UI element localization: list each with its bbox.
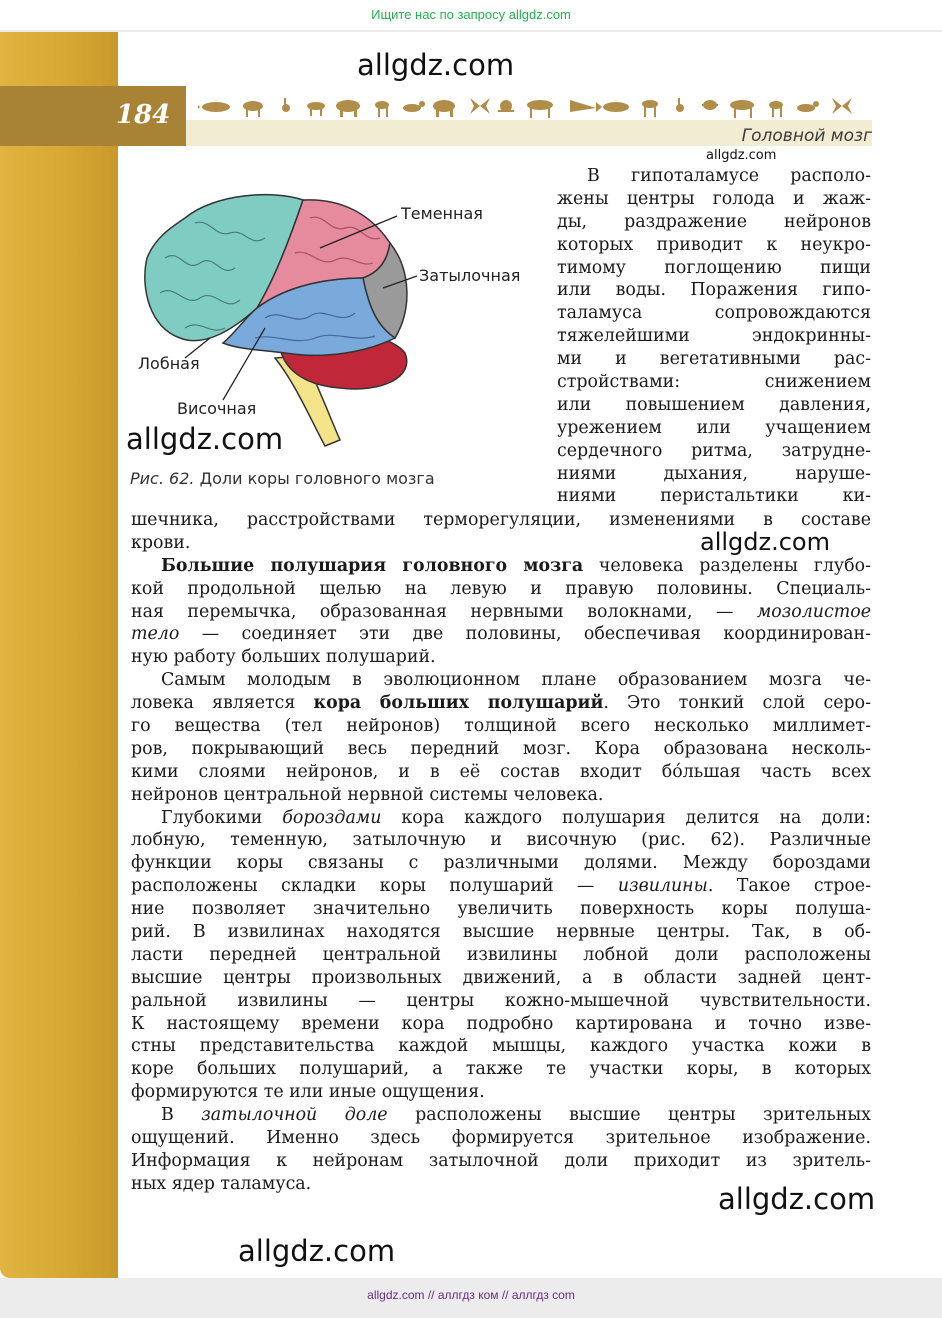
text-line: нейронов центральной нервной системы человека. — [131, 784, 604, 805]
text-line: ние позволяет значительно увеличить поверхность коры полуша- — [131, 899, 871, 920]
paragraph-2-line-3 — [131, 601, 871, 624]
column-text-line: тяжелейшими эндокринны- — [557, 326, 871, 347]
text-span: . Такое строе- — [707, 876, 871, 897]
bold-term: кора больших полушарий — [313, 693, 604, 714]
column-text-line: ды, раздражение нейронов — [557, 211, 871, 232]
figure-caption — [130, 469, 435, 488]
paragraph-2-line-1 — [131, 555, 871, 578]
body-text — [131, 509, 871, 1196]
column-text-line: ми и вегетативными рас- — [557, 349, 871, 370]
text-span: ловека является — [131, 693, 314, 714]
text-line: ров, покрывающий весь передний мозг. Кора образована несколь- — [131, 738, 871, 759]
text-line: Информация к нейронам затылочной доли приходит из зритель- — [131, 1150, 871, 1171]
text-line: шечника, расстройствами терморегуляции, изменениями в составе — [131, 510, 871, 530]
text-span: Глубокими — [161, 807, 283, 828]
text-line: кими слоями нейронов, и в её состав входит бóльшая часть всех — [131, 761, 871, 782]
text-span: — соединяет эти две половины, обеспечивая координирован- — [179, 624, 871, 645]
paragraph-4-line-1 — [131, 807, 871, 830]
text-line: коре больших полушарий, а также те участки коры, в которых — [131, 1059, 871, 1080]
paragraph-3-line-2 — [131, 692, 871, 715]
text-line: функции коры связаны с различными долями. Между бороздами — [131, 853, 871, 874]
label-occipital: Затылочная — [419, 266, 521, 285]
italic-term: мозолистое — [756, 601, 871, 622]
text-span: расположены высшие центры зрительных — [387, 1105, 871, 1126]
column-text-line: ниями перистальтики ки- — [557, 486, 871, 507]
watermark-bottom-left: allgdz.com — [238, 1234, 396, 1268]
caption-text: Доли коры головного мозга — [199, 469, 435, 488]
watermark-top: allgdz.com — [357, 48, 515, 82]
column-text-line: сердечного ритма, затрудне- — [557, 440, 871, 461]
text-line: ощущений. Именно здесь формируется зрительное изображение. — [131, 1128, 871, 1149]
text-line: ласти передней центральной извилины лобной доли расположены — [131, 944, 871, 965]
text-line: кой продольной щелью на левую и правую половины. Специаль- — [131, 578, 871, 599]
column-text-line: тимому поглощению пищи — [557, 257, 871, 278]
column-text-line: или воды. Поражения гипо- — [557, 280, 871, 301]
animal-silhouettes-decoration — [198, 90, 868, 120]
column-text-line: В гипоталамусе располо- — [587, 166, 871, 186]
column-text-line: жены центры голода и жаж- — [557, 188, 871, 209]
column-text-line: таламуса сопровождаются — [557, 303, 871, 324]
text-span: . Это тонкий слой серо- — [603, 693, 871, 714]
paragraph-5-line-1 — [131, 1104, 871, 1127]
text-line: рий. В извилинах находятся высшие нервные центры. Так, в об- — [131, 922, 871, 943]
watermark-figure: allgdz.com — [126, 422, 284, 456]
column-text-line: или повышением давления, — [557, 394, 871, 415]
italic-term: бороздами — [282, 807, 382, 828]
text-line: формируются те или иные ощущения. — [131, 1082, 485, 1103]
column-text — [557, 165, 871, 508]
chapter-title: Головной мозг — [741, 126, 872, 146]
text-line: го вещества (тел нейронов) толщиной всего несколько миллимет- — [131, 716, 871, 737]
text-span: кора каждого полушария делится на доли: — [381, 807, 871, 828]
text-span: В — [161, 1105, 202, 1126]
label-temporal: Височная — [177, 399, 257, 418]
column-text-line: стройствами: снижением — [557, 372, 871, 393]
text-line: Самым молодым в эволюционном плане образованием мозга че- — [161, 670, 871, 691]
italic-term: затылочной доле — [201, 1105, 388, 1126]
caption-prefix: Рис. 62. — [130, 469, 195, 488]
text-line: стны представительства каждой мышцы, каждого участка кожи в — [131, 1036, 871, 1057]
italic-term: извилины — [617, 876, 708, 897]
text-line: ных ядер таламуса. — [131, 1173, 312, 1194]
text-line: ральной извилины — центры кожно-мышечной чувствительности. — [131, 990, 871, 1011]
paragraph-2-line-4 — [131, 623, 871, 646]
column-text-line: которых приводит к неукро- — [557, 234, 871, 255]
label-frontal: Лобная — [138, 354, 200, 373]
text-line: К настоящему времени кора подробно картирована и точно изве- — [131, 1013, 871, 1034]
bottom-banner[interactable]: allgdz.com // аллгдз ком // аллгдз com — [367, 1288, 575, 1302]
paragraph-4-line-4 — [131, 875, 871, 898]
italic-term: тело — [131, 624, 180, 645]
label-parietal: Теменная — [401, 204, 483, 223]
text-line: высшие центры произвольных движений, а в области задней цент- — [131, 967, 871, 988]
column-text-line: урежением или учащением — [557, 417, 871, 438]
page-edge — [0, 32, 118, 1278]
page-number: 184 — [116, 100, 171, 130]
text-line: лобную, теменную, затылочную и височную (рис. 62). Различные — [131, 830, 871, 851]
text-span: человека разделены глубо- — [583, 555, 871, 576]
watermark-header-small: allgdz.com — [706, 148, 777, 163]
watermark-mid: allgdz.com — [700, 528, 830, 556]
top-banner[interactable]: Ищите нас по запросу allgdz.com — [0, 0, 942, 30]
text-line: крови. — [131, 532, 191, 553]
text-span: ная перемычка, образованная нервными волокнами, — — [131, 601, 757, 622]
text-line: ную работу больших полушарий. — [131, 647, 436, 668]
bold-term: Большие полушария головного мозга — [161, 555, 584, 576]
text-span: расположены складки коры полушарий — — [131, 876, 618, 897]
column-text-line: ниями дыхания, наруше- — [557, 463, 871, 484]
watermark-bottom-right: allgdz.com — [718, 1182, 876, 1216]
